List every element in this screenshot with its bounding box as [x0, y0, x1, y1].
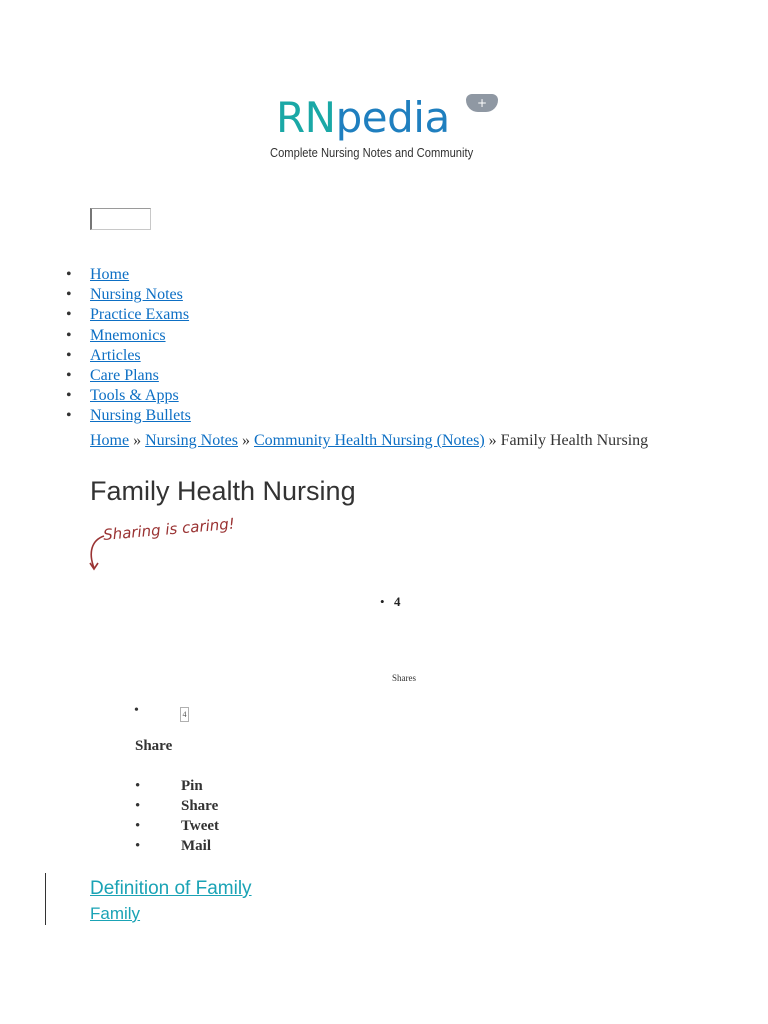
- share-button[interactable]: • Share: [181, 796, 219, 816]
- nav-link-mnemonics[interactable]: Mnemonics: [90, 326, 166, 344]
- nurse-cap-icon: +: [466, 94, 498, 112]
- logo-rn: RN: [276, 93, 336, 142]
- site-logo[interactable]: [270, 92, 502, 168]
- main-nav: [90, 265, 191, 427]
- pin-button[interactable]: • Pin: [181, 776, 219, 796]
- breadcrumb-home[interactable]: Home: [90, 432, 130, 449]
- breadcrumb-nursing-notes[interactable]: Nursing Notes: [145, 432, 238, 449]
- share-heading: Share: [135, 738, 173, 754]
- nav-link-tools-apps[interactable]: Tools & Apps: [90, 387, 179, 405]
- nav-link-home[interactable]: Home: [90, 266, 130, 283]
- nav-link-articles[interactable]: Articles: [90, 346, 141, 364]
- breadcrumb-community-health[interactable]: Community Health Nursing (Notes): [254, 432, 485, 449]
- breadcrumb-separator: »: [133, 432, 142, 449]
- nav-item-nursing-notes: [90, 285, 191, 305]
- mail-button[interactable]: • Mail: [181, 836, 219, 856]
- nav-item-mnemonics: [90, 326, 191, 346]
- share-count-item: [180, 704, 189, 722]
- breadcrumb-separator: »: [488, 432, 497, 449]
- logo-pedia: pedia: [335, 93, 450, 142]
- nav-item-care-plans: [90, 366, 191, 386]
- sharing-is-caring-graphic: [88, 514, 248, 574]
- tweet-button[interactable]: • Tweet: [181, 816, 219, 836]
- logo-wordmark: [276, 92, 450, 144]
- nav-link-care-plans[interactable]: Care Plans: [90, 366, 159, 384]
- nav-link-nursing-bullets[interactable]: Nursing Bullets: [90, 407, 191, 425]
- breadcrumb: [90, 429, 650, 453]
- logo-tagline: Complete Nursing Notes and Community: [270, 145, 474, 160]
- nav-item-nursing-bullets: [90, 406, 191, 426]
- shares-label: Shares: [392, 673, 416, 683]
- vertical-rule: [45, 873, 46, 925]
- toc-link-definition-of-family[interactable]: Definition of Family: [90, 878, 252, 899]
- breadcrumb-current: Family Health Nursing: [500, 432, 649, 449]
- share-count-badge: 4: [180, 707, 189, 722]
- share-buttons: [181, 776, 219, 856]
- search-input[interactable]: [90, 208, 151, 230]
- nav-item-practice-exams: [90, 305, 191, 325]
- nav-link-nursing-notes[interactable]: Nursing Notes: [90, 286, 183, 304]
- share-count: • 4: [394, 594, 401, 610]
- nav-link-practice-exams[interactable]: Practice Exams: [90, 306, 190, 324]
- page-title: Family Health Nursing: [90, 476, 356, 506]
- nav-item-tools-apps: [90, 386, 191, 406]
- nav-item-articles: [90, 346, 191, 366]
- breadcrumb-separator: »: [242, 432, 250, 449]
- sharing-tagline: Sharing is caring!: [102, 514, 236, 544]
- nav-item-home: [90, 265, 191, 285]
- toc-link-family[interactable]: Family: [90, 904, 141, 923]
